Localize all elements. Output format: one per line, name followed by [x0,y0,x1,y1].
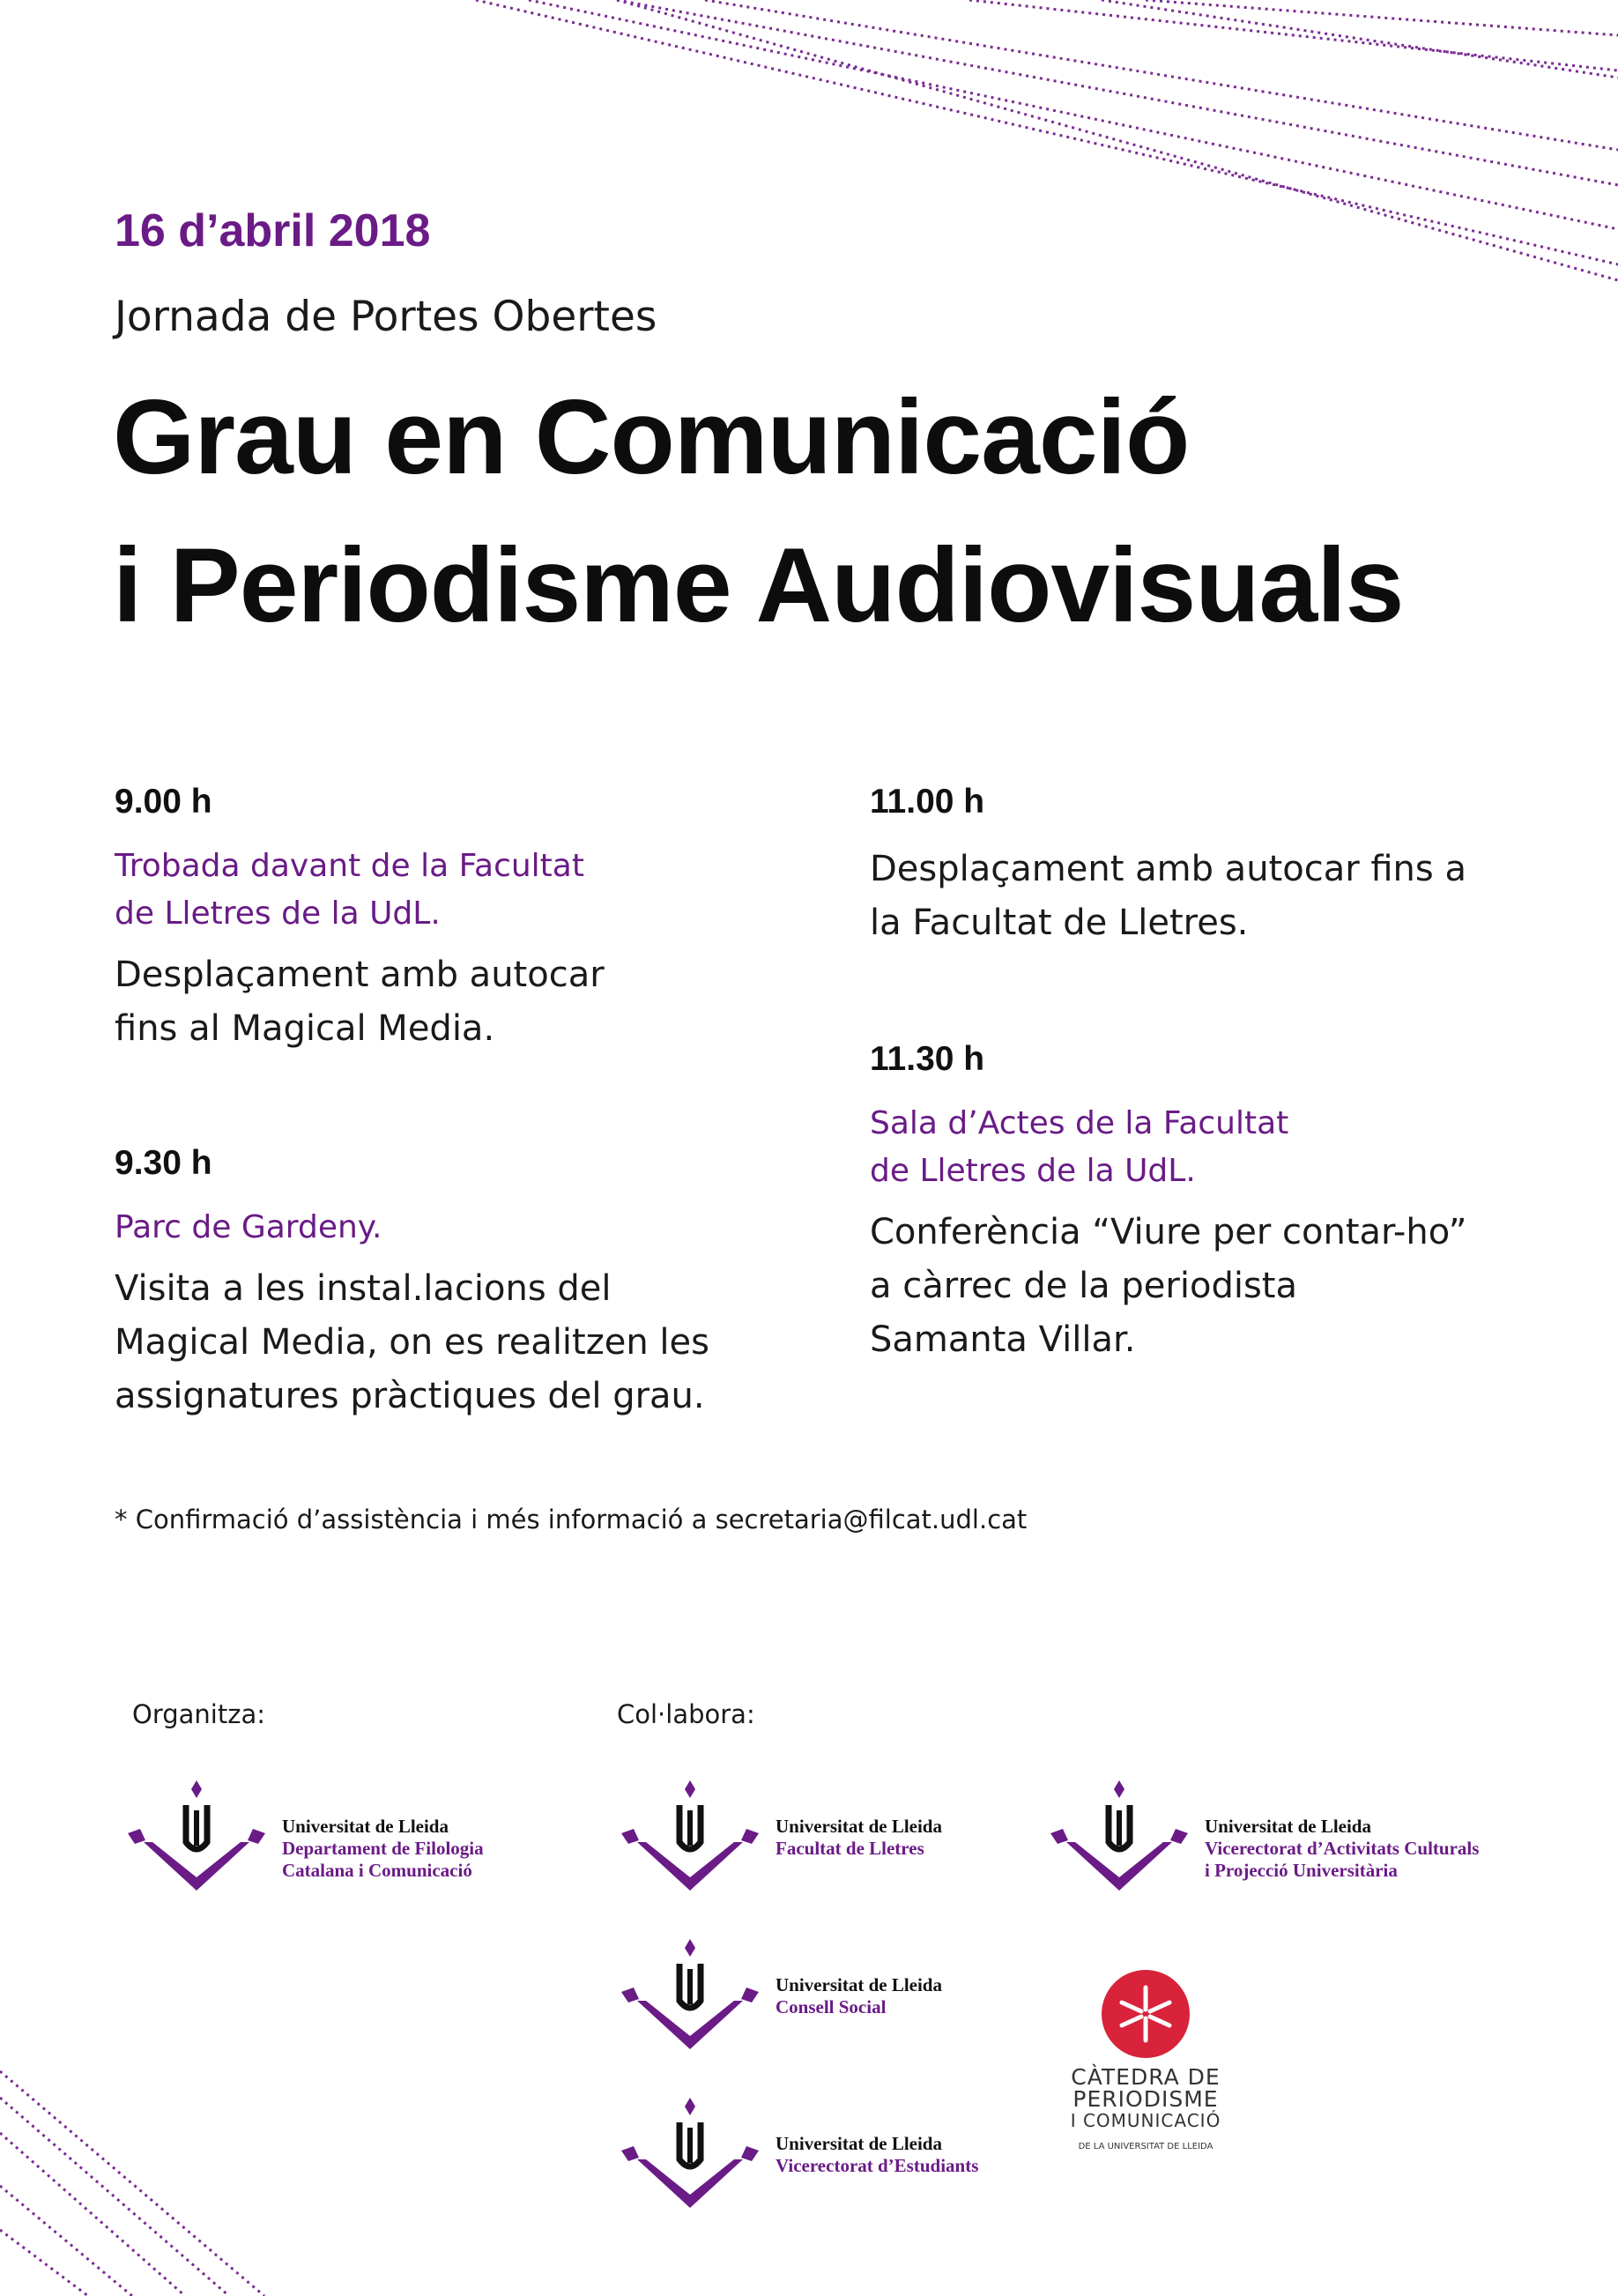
schedule-description [870,1206,1540,1367]
logo-uni: Universitat de Lleida [1205,1816,1371,1837]
logo-text [282,1816,484,1882]
desc-line: Desplaçament amb autocar [115,955,605,995]
desc-line: Magical Media, on es realitzen les [115,1322,709,1363]
logo-line: Facultat de Lletres [776,1838,924,1859]
event-date: 16 d’abril 2018 [115,205,431,256]
place-line: Sala d’Actes de la Facultat [870,1105,1289,1141]
logo-uni: Universitat de Lleida [282,1816,449,1837]
title-line-1: Grau en Comunicació [113,378,1190,496]
udl-logo-filologia [128,1780,621,1895]
schedule-time: 11.30 h [870,1040,985,1078]
organitza-label: Organitza: [132,1699,265,1729]
udl-emblem-icon [621,1939,771,2054]
schedule-place [115,1204,784,1252]
logo-uni: Universitat de Lleida [776,1816,942,1837]
desc-line: assignatures pràctiques del grau. [115,1376,705,1416]
logo-line: Catalana i Comunicació [282,1860,472,1881]
schedule-time: 9.00 h [115,783,212,821]
schedule-place [870,1100,1540,1195]
logo-text [776,2133,978,2177]
logo-uni: Universitat de Lleida [776,2133,942,2154]
logo-uni: Universitat de Lleida [776,1974,942,1995]
catedra-periodisme-logo [1066,1965,1225,2158]
logo-line: Vicerectorat d’Estudiants [776,2155,979,2176]
udl-logo-consell-social [621,1939,1115,2054]
desc-line: a càrrec de la periodista [870,1266,1297,1306]
schedule-time: 11.00 h [870,783,985,821]
place-line: Trobada davant de la Facultat [115,848,584,884]
udl-logo-estudiants [621,2098,1115,2212]
desc-line: Conferència “Viure per contar-ho” [870,1212,1467,1252]
desc-line: Desplaçament amb autocar fins a [870,849,1466,889]
catedra-line: I COMUNICACIÓ [1070,2110,1221,2131]
logo-text [776,1816,942,1860]
udl-logo-vicerectorat-cultura [1050,1780,1544,1895]
udl-emblem-icon [128,1780,278,1895]
schedule-description [870,843,1540,950]
page-title [113,363,1403,659]
schedule-item-0900 [115,783,784,1056]
udl-emblem-icon [1050,1780,1200,1895]
place-line: de Lletres de la UdL. [115,895,441,932]
logo-line: Vicerectorat d’Activitats Culturals [1205,1838,1480,1859]
contact-note: * Confirmació d’assistència i més informació a secretaria@filcat.udl.cat [115,1505,1028,1534]
place-line: de Lletres de la UdL. [870,1153,1196,1189]
desc-line: fins al Magical Media. [115,1008,495,1049]
logo-line: Consell Social [776,1996,887,2017]
catedra-line: DE LA UNIVERSITAT DE LLEIDA [1078,2142,1214,2151]
catedra-line: PERIODISME [1072,2086,1219,2112]
decorative-lines-bottom [0,2054,317,2296]
schedule-item-1130 [870,1040,1540,1367]
catedra-line: CÀTEDRA DE [1071,2064,1221,2090]
udl-logo-lletres [621,1780,1115,1895]
logo-line: Departament de Filologia [282,1838,484,1859]
place-line: Parc de Gardeny. [115,1209,382,1245]
logo-text [1205,1816,1479,1882]
schedule-place [115,843,784,938]
schedule-item-0930 [115,1144,784,1423]
event-subtitle: Jornada de Portes Obertes [115,293,657,341]
udl-emblem-icon [621,1780,771,1895]
udl-emblem-icon [621,2098,771,2212]
schedule-item-1100 [870,783,1540,950]
desc-line: Visita a les instal.lacions del [115,1268,612,1309]
asterisk-circle-icon [1097,1965,1194,2062]
desc-line: la Facultat de Lletres. [870,903,1249,943]
schedule-description [115,948,784,1056]
title-line-2: i Periodisme Audiovisuals [113,526,1404,644]
collabora-label: Col·labora: [617,1699,755,1729]
schedule-time: 9.30 h [115,1144,212,1182]
decorative-lines-top [0,0,1618,317]
logo-line: i Projecció Universitària [1205,1860,1398,1881]
desc-line: Samanta Villar. [870,1319,1136,1360]
logo-text [776,1974,942,2018]
schedule-description [115,1262,784,1423]
